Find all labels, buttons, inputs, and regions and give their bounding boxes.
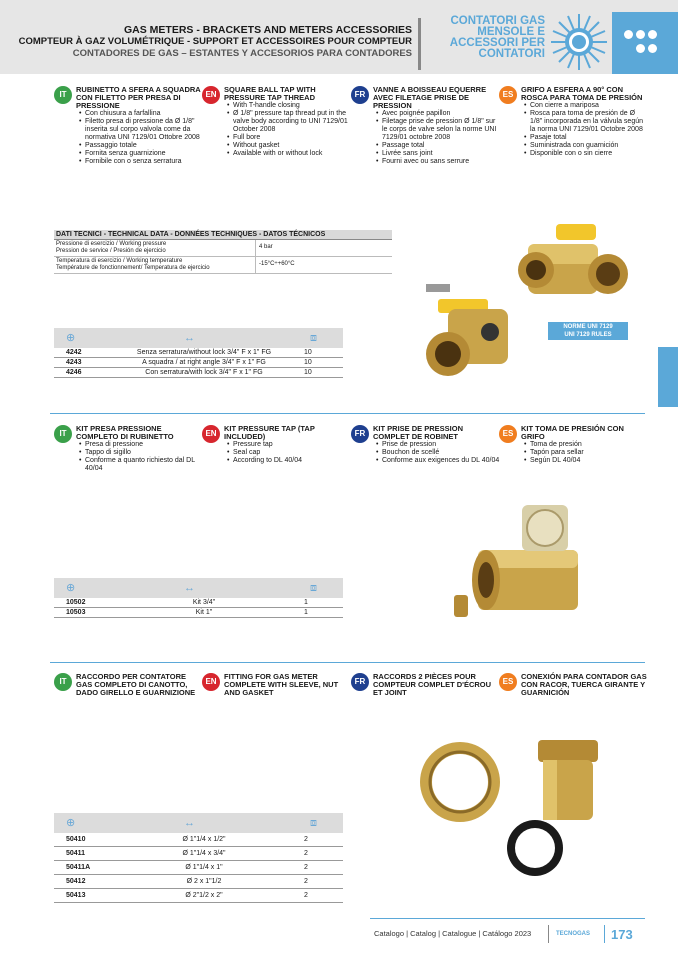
product-table-2	[54, 578, 343, 618]
category-line: CONTATORI GAS	[450, 15, 545, 27]
table-row	[54, 358, 343, 368]
item-desc: Kit 1"	[195, 609, 213, 616]
desc-item: • Fourni avec ou sans serrure	[377, 158, 501, 166]
desc-en	[202, 425, 352, 465]
tech-key: Température de fonctionnement/ Temperatura de ejercicio	[56, 265, 210, 271]
item-desc: Ø 1"1/4 x 1/2"	[182, 836, 226, 843]
desc-title: RUBINETTO A SFERA A SQUADRA CON FILETTO PER PRESA DI PRESSIONE	[76, 85, 201, 110]
desc-item: • Pasaje total	[525, 134, 649, 142]
lang-badge-es: ES	[499, 86, 517, 104]
product-table-1	[54, 328, 343, 378]
table-header	[54, 813, 343, 833]
desc-it	[54, 86, 204, 166]
standard-line: UNI 7129 RULES	[564, 332, 612, 338]
ball-valve-image	[418, 214, 638, 334]
desc-item: • Passage total	[377, 142, 501, 150]
item-desc: Ø 1"1/4 x 1"	[185, 864, 223, 871]
desc-item: • Según DL 40/04	[525, 457, 649, 465]
package-icon: ⧈	[310, 582, 317, 594]
desc-item: • Avec poignée papillon	[377, 110, 501, 118]
code-icon: ⊕	[66, 582, 76, 594]
item-code: 10502	[66, 599, 86, 606]
size-icon: ↔	[184, 332, 195, 344]
desc-item: • Conforme aux exigences du DL 40/04	[377, 457, 501, 465]
desc-item: • Rosca para toma de presión de Ø 1/8" incorporada en la válvula según la norma UNI 7129/01 Octobre 2008	[525, 110, 649, 134]
desc-item: • Livrée sans joint	[377, 150, 501, 158]
desc-item: • Passaggio totale	[80, 142, 204, 150]
desc-item: • Toma de presión	[525, 441, 649, 449]
table-header	[54, 578, 343, 598]
desc-item: • Full bore	[228, 134, 352, 142]
category-line: CONTATORI	[478, 48, 545, 60]
desc-item: • Bouchon de scellé	[377, 449, 501, 457]
item-code: 4243	[66, 359, 82, 366]
desc-es	[499, 86, 649, 158]
desc-fr	[351, 425, 501, 465]
item-desc: Senza serratura/without lock 3/4" F x 1" FG	[136, 349, 272, 356]
item-qty: 2	[304, 864, 308, 871]
desc-item: • Fornita senza guarnizione	[80, 150, 204, 158]
lang-badge-fr: FR	[351, 673, 369, 691]
footer-separator	[604, 925, 605, 943]
desc-item: • Filetage prise de pression Ø 1/8" sur le corps de valve selon la norme UNI 7129/01 octobre 2008	[377, 118, 501, 142]
item-qty: 2	[304, 892, 308, 899]
desc-item: • Available with or without lock	[228, 150, 352, 158]
header-divider	[418, 18, 421, 70]
desc-item: • Ø 1/8" pressure tap thread put in the valve body according to UNI 7129/01 October 2008	[228, 110, 352, 134]
gas-flame-icon	[549, 12, 609, 72]
category-dots-icon	[612, 12, 678, 74]
section-divider	[50, 662, 645, 663]
item-code: 4242	[66, 349, 82, 356]
table-row	[54, 875, 343, 889]
technical-data-row	[54, 240, 392, 257]
header-title-fr: COMPTEUR À GAZ VOLUMÉTRIQUE - SUPPORT ET ACCESSOIRES POUR COMPTEUR	[18, 36, 412, 47]
desc-title: CONEXIÓN PARA CONTADOR GAS CON RACOR, TUERCA GIRANTE Y GUARNICIÓN	[521, 672, 647, 697]
item-qty: 1	[304, 599, 308, 606]
item-code: 50410	[66, 836, 86, 843]
desc-title: RACCORDS 2 PIÈCES POUR COMPTEUR COMPLET D'ÉCROU ET JOINT	[373, 672, 492, 697]
table-row	[54, 889, 343, 903]
catalog-label: Catalogo | Catalog | Catalogue | Catálogo 2023	[374, 929, 532, 938]
desc-fr	[351, 673, 501, 697]
item-desc: Ø 2"1/2 x 2"	[185, 892, 223, 899]
desc-item: • Tappo di sigillo	[80, 449, 204, 457]
lang-badge-en: EN	[202, 86, 220, 104]
desc-es	[499, 425, 649, 465]
desc-en	[202, 86, 352, 158]
lang-badge-fr: FR	[351, 425, 369, 443]
item-qty: 10	[304, 369, 312, 376]
size-icon: ↔	[184, 817, 195, 829]
item-desc: Kit 3/4"	[192, 599, 216, 606]
lang-badge-it: IT	[54, 86, 72, 104]
tech-value: -15°C÷+60°C	[259, 261, 295, 267]
item-code: 50412	[66, 878, 86, 885]
page-header	[0, 0, 678, 74]
table-header	[54, 328, 343, 348]
desc-item: • Pressure tap	[228, 441, 352, 449]
footer-divider	[370, 918, 645, 919]
header-title-es: CONTADORES DE GAS – ESTANTES Y ACCESORIOS PARA CONTADORES	[72, 48, 412, 59]
item-code: 50413	[66, 892, 86, 899]
desc-item: • Disponible con o sin cierre	[525, 150, 649, 158]
desc-es	[499, 673, 649, 697]
table-row	[54, 833, 343, 847]
desc-it	[54, 425, 204, 473]
lang-badge-en: EN	[202, 673, 220, 691]
standard-label	[548, 322, 628, 340]
desc-title: FITTING FOR GAS METER COMPLETE WITH SLEEVE, NUT AND GASKET	[224, 672, 339, 697]
item-qty: 1	[304, 609, 308, 616]
desc-title: VANNE A BOISSEAU EQUERRE AVEC FILETAGE PRISE DE PRESSION	[373, 85, 487, 110]
technical-data-header: DATI TECNICI - TECHNICAL DATA - DONNÉES TECHNIQUES - DATOS TÉCNICOS	[54, 230, 392, 240]
tech-key: Temperatura di esercizio / Working temperature	[56, 258, 183, 264]
desc-title: SQUARE BALL TAP WITH PRESSURE TAP THREAD	[224, 85, 316, 102]
meter-fitting-image	[410, 730, 620, 880]
pressure-tap-kit-image	[450, 495, 610, 635]
desc-item: • With T-handle closing	[228, 102, 352, 110]
desc-item: • Suministrada con guarnición	[525, 142, 649, 150]
desc-item: • According to DL 40/04	[228, 457, 352, 465]
category-title	[450, 16, 545, 60]
technical-data-table	[54, 230, 392, 274]
tech-value: 4 bar	[259, 244, 273, 250]
table-row	[54, 598, 343, 608]
desc-title: KIT PRESA PRESSIONE COMPLETO DI RUBINETTO	[76, 424, 174, 441]
desc-title: KIT TOMA DE PRESIÓN CON GRIFO	[521, 424, 624, 441]
lang-badge-en: EN	[202, 425, 220, 443]
item-desc: A squadra / at right angle 3/4" F x 1" FG	[142, 359, 266, 366]
desc-title: GRIFO A ESFERA A 90° CON ROSCA PARA TOMA DE PRESIÓN	[521, 85, 643, 102]
item-qty: 10	[304, 359, 312, 366]
page-number: 173	[611, 927, 633, 942]
category-line: ACCESSORI PER	[449, 37, 545, 49]
desc-fr	[351, 86, 501, 166]
item-qty: 10	[304, 349, 312, 356]
table-row	[54, 847, 343, 861]
item-qty: 2	[304, 836, 308, 843]
lang-badge-fr: FR	[351, 86, 369, 104]
package-icon: ⧈	[310, 817, 317, 829]
footer-separator	[548, 925, 549, 943]
item-code: 4246	[66, 369, 82, 376]
item-code: 50411	[66, 850, 86, 857]
desc-item: • Fornibile con o senza serratura	[80, 158, 204, 166]
desc-it	[54, 673, 204, 697]
header-titles	[19, 24, 412, 60]
item-desc: Con serratura/with lock 3/4" F x 1" FG	[145, 369, 263, 376]
table-row	[54, 608, 343, 618]
tech-key: Pressione di esercizio / Working pressure	[56, 241, 167, 247]
section-divider	[50, 413, 645, 414]
brand-logo: TECNOGAS	[556, 931, 591, 937]
desc-item: • Seal cap	[228, 449, 352, 457]
desc-item: • Prise de pression	[377, 441, 501, 449]
desc-title: KIT PRESSURE TAP (TAP INCLUDED)	[224, 424, 315, 441]
item-desc: Ø 2 x 1"1/2	[186, 878, 222, 885]
table-row	[54, 368, 343, 378]
lang-badge-it: IT	[54, 673, 72, 691]
lang-badge-it: IT	[54, 425, 72, 443]
technical-data-row	[54, 257, 392, 274]
code-icon: ⊕	[66, 817, 76, 829]
category-line: MENSOLE E	[477, 26, 545, 38]
item-qty: 2	[304, 850, 308, 857]
standard-line: NORME UNI 7129	[563, 324, 613, 330]
size-icon: ↔	[184, 582, 195, 594]
desc-item: • Tapón para sellar	[525, 449, 649, 457]
desc-title: KIT PRISE DE PRESSION COMPLET DE ROBINET	[373, 424, 464, 441]
item-code: 10503	[66, 609, 86, 616]
desc-item: • Conforme a quanto richiesto dal DL 40/04	[80, 457, 204, 473]
header-title-en: GAS METERS - BRACKETS AND METERS ACCESSORIES	[124, 24, 412, 36]
product-table-3	[54, 813, 343, 903]
desc-item: • Without gasket	[228, 142, 352, 150]
desc-en	[202, 673, 352, 697]
code-icon: ⊕	[66, 332, 76, 344]
tech-key: Pression de service / Presión de ejercicio	[56, 248, 166, 254]
table-row	[54, 861, 343, 875]
desc-item: • Filetto presa di pressione da Ø 1/8" inserita sul corpo valvola come da normativa UNI 7129/01 Ottobre 2008	[80, 118, 204, 142]
desc-item: • Presa di pressione	[80, 441, 204, 449]
section-side-tab	[658, 347, 678, 407]
desc-item: • Con cierre a mariposa	[525, 102, 649, 110]
item-qty: 2	[304, 878, 308, 885]
lang-badge-es: ES	[499, 425, 517, 443]
desc-item: • Con chiusura a farfallina	[80, 110, 204, 118]
item-code: 50411A	[66, 864, 91, 871]
desc-title: RACCORDO PER CONTATORE GAS COMPLETO DI CANOTTO, DADO GIRELLO E GUARNIZIONE	[76, 672, 196, 697]
lang-badge-es: ES	[499, 673, 517, 691]
item-desc: Ø 1"1/4 x 3/4"	[182, 850, 226, 857]
package-icon: ⧈	[310, 332, 317, 344]
table-row	[54, 348, 343, 358]
